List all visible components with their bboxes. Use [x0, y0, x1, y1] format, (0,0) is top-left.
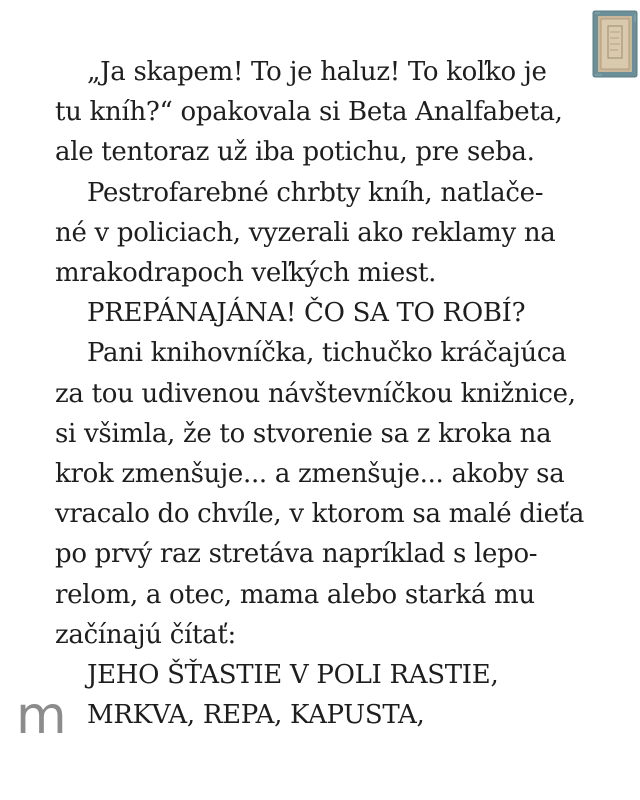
verse-line: MRKVA, REPA, KAPUSTA, — [87, 700, 425, 731]
text-line: né v policiach, vyzerali ako reklamy na — [55, 217, 556, 248]
text-line: vracalo do chvíle, v ktorom sa malé dieťa — [55, 499, 585, 530]
text-line: po prvý raz stretáva napríklad s lepo- — [55, 539, 538, 570]
text-line: si všimla, že to stvorenie sa z kroka na — [55, 418, 552, 449]
text-line: ale tentoraz už iba potichu, pre seba. — [55, 137, 535, 168]
verse-line: JEHO ŠŤASTIE V POLI RASTIE, — [87, 660, 499, 691]
text-line: PREPÁNAJÁNA! ČO SA TO ROBÍ? — [87, 298, 526, 329]
text-line: „Ja skapem! To je haluz! To koľko je — [87, 57, 547, 87]
text-line: mrakodrapoch veľkých miest. — [55, 258, 437, 289]
text-line: Pestrofarebné chrbty kníh, natlače- — [87, 177, 544, 208]
margin-logo-letter: m — [16, 686, 67, 746]
text-line: tu kníh?“ opakovala si Beta Analfabeta, — [55, 97, 563, 128]
text-line: relom, a otec, mama alebo starká mu — [55, 579, 535, 610]
text-line: začínajú čítať: — [55, 619, 236, 650]
text-line: Pani knihovníčka, tichučko kráčajúca — [87, 338, 567, 369]
page-text — [55, 52, 630, 735]
text-line: krok zmenšuje... a zmenšuje... akoby sa — [55, 459, 565, 490]
text-line: za tou udivenou návštevníčkou knižnice, — [55, 378, 576, 409]
